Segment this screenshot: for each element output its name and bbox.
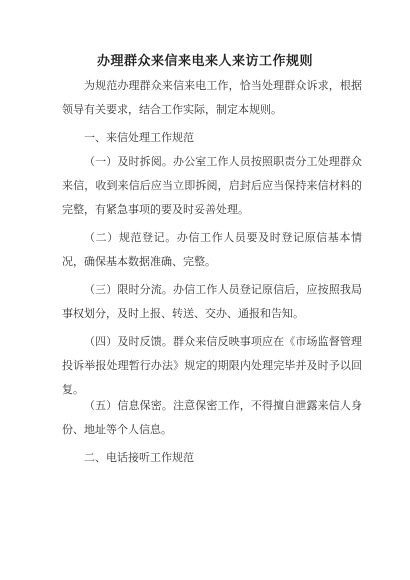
section-heading-2: 二、电话接听工作规范 bbox=[84, 451, 194, 464]
section-heading-1: 一、来信处理工作规范 bbox=[84, 131, 194, 144]
item-paragraph-5: （五）信息保密。注意保密工作，不得擅自泄露来信人身份、地址等个人信息。 bbox=[62, 399, 362, 436]
item-paragraph-3: （三）限时分流。办信工作人员登记原信后，应按照我局事权划分，及时上报、转送、交办、通报和告知。 bbox=[62, 283, 362, 320]
intro-paragraph: 为规范办理群众来信来电工作，恰当处理群众诉求，根据领导有关要求，结合工作实际，制定本规则。 bbox=[62, 79, 362, 116]
item-paragraph-2: （二）规范登记。办信工作人员要及时登记原信基本情况，确保基本数据准确、完整。 bbox=[62, 231, 362, 268]
item-paragraph-4: （四）及时反馈。群众来信反映事项应在《市场监督管理投诉举报处理暂行办法》规定的期限内处理完毕并及时予以回复。 bbox=[62, 335, 362, 396]
document-title: 办理群众来信来电来人来访工作规则 bbox=[96, 54, 313, 69]
item-paragraph-1: （一）及时拆阅。办公室工作人员按照职责分工处理群众来信，收到来信后应当立即拆阅，启封后应当保持来信材料的完整，有紧急事项的要及时妥善处理。 bbox=[62, 155, 362, 216]
